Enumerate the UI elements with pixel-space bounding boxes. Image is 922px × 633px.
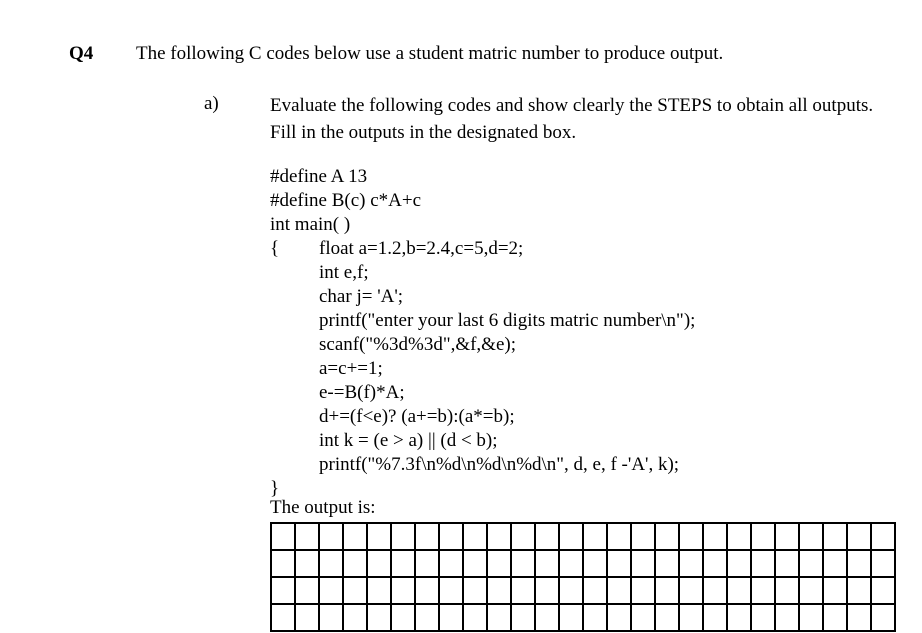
output-grid-cell[interactable] xyxy=(703,577,727,604)
code-text-float-decl: float a=1.2,b=2.4,c=5,d=2; xyxy=(319,238,524,259)
output-grid-cell[interactable] xyxy=(295,550,319,577)
output-grid-cell[interactable] xyxy=(319,577,343,604)
code-block xyxy=(270,165,695,501)
code-text-scanf: scanf("%3d%3d",&f,&e); xyxy=(319,334,517,355)
code-text-int-k: int k = (e > a) || (d < b); xyxy=(319,430,498,451)
output-grid-cell[interactable] xyxy=(607,577,631,604)
code-line-int-decl xyxy=(270,261,695,285)
output-grid-cell[interactable] xyxy=(727,523,751,550)
output-grid-cell[interactable] xyxy=(391,550,415,577)
code-line-define-b: #define B(c) c*A+c xyxy=(270,190,422,211)
output-grid-row xyxy=(271,550,895,577)
code-line-int-k xyxy=(270,429,695,453)
output-grid-row xyxy=(271,523,895,550)
output-grid-cell[interactable] xyxy=(631,604,655,631)
output-grid-cell[interactable] xyxy=(751,523,775,550)
output-grid-cell[interactable] xyxy=(727,604,751,631)
output-grid-row xyxy=(271,604,895,631)
output-grid-cell[interactable] xyxy=(511,523,535,550)
output-grid-cell[interactable] xyxy=(655,550,679,577)
output-grid-cell[interactable] xyxy=(607,523,631,550)
output-grid-cell[interactable] xyxy=(871,577,895,604)
output-grid-cell[interactable] xyxy=(367,550,391,577)
output-grid-cell[interactable] xyxy=(463,550,487,577)
output-grid-cell[interactable] xyxy=(487,577,511,604)
output-grid-cell[interactable] xyxy=(487,604,511,631)
output-grid-cell[interactable] xyxy=(799,523,823,550)
output-grid-cell[interactable] xyxy=(751,577,775,604)
output-grid-cell[interactable] xyxy=(583,523,607,550)
output-grid-cell[interactable] xyxy=(463,523,487,550)
output-grid-cell[interactable] xyxy=(535,523,559,550)
output-grid-cell[interactable] xyxy=(775,577,799,604)
output-grid-cell[interactable] xyxy=(607,604,631,631)
output-grid-cell[interactable] xyxy=(559,550,583,577)
output-grid-cell[interactable] xyxy=(487,523,511,550)
output-grid-cell[interactable] xyxy=(535,604,559,631)
output-grid-cell[interactable] xyxy=(871,604,895,631)
code-text-printf-prompt: printf("enter your last 6 digits matric number\n"); xyxy=(319,310,696,331)
output-grid-cell[interactable] xyxy=(655,523,679,550)
code-line-assign-e xyxy=(270,381,695,405)
output-grid-cell[interactable] xyxy=(847,523,871,550)
code-text-printf-output: printf("%7.3f\n%d\n%d\n%d\n", d, e, f -'A', k); xyxy=(319,454,680,475)
output-grid-cell[interactable] xyxy=(271,550,295,577)
output-grid-cell[interactable] xyxy=(775,523,799,550)
question-text: The following C codes below use a student matric number to produce output. xyxy=(136,43,724,64)
output-grid-cell[interactable] xyxy=(343,604,367,631)
output-grid-cell[interactable] xyxy=(631,550,655,577)
output-grid-cell[interactable] xyxy=(703,523,727,550)
output-grid-cell[interactable] xyxy=(391,523,415,550)
output-grid-cell[interactable] xyxy=(415,577,439,604)
code-text-char-decl: char j= 'A'; xyxy=(319,286,404,307)
output-grid-cell[interactable] xyxy=(487,550,511,577)
output-grid-cell[interactable] xyxy=(415,523,439,550)
output-grid-cell[interactable] xyxy=(871,550,895,577)
code-line-define-a: #define A 13 xyxy=(270,166,368,187)
output-grid-cell[interactable] xyxy=(559,523,583,550)
output-grid-cell[interactable] xyxy=(679,523,703,550)
code-line-main: int main( ) xyxy=(270,214,351,235)
output-grid-cell[interactable] xyxy=(799,577,823,604)
output-grid-cell[interactable] xyxy=(607,550,631,577)
output-grid-cell[interactable] xyxy=(511,604,535,631)
output-grid-cell[interactable] xyxy=(439,577,463,604)
code-line-float-decl xyxy=(270,237,695,261)
output-grid-cell[interactable] xyxy=(367,523,391,550)
output-grid-cell[interactable] xyxy=(823,523,847,550)
output-grid-cell[interactable] xyxy=(775,550,799,577)
output-grid-cell[interactable] xyxy=(415,604,439,631)
output-grid-row xyxy=(271,577,895,604)
output-grid-cell[interactable] xyxy=(439,604,463,631)
output-grid-cell[interactable] xyxy=(631,577,655,604)
output-grid-cell[interactable] xyxy=(655,604,679,631)
output-grid-cell[interactable] xyxy=(367,604,391,631)
output-grid-cell[interactable] xyxy=(775,604,799,631)
output-grid-cell[interactable] xyxy=(703,604,727,631)
output-grid-cell[interactable] xyxy=(847,604,871,631)
output-grid-cell[interactable] xyxy=(319,550,343,577)
output-grid-cell[interactable] xyxy=(391,577,415,604)
output-grid-cell[interactable] xyxy=(343,577,367,604)
output-grid-cell[interactable] xyxy=(559,604,583,631)
output-grid-cell[interactable] xyxy=(655,577,679,604)
output-grid-cell[interactable] xyxy=(679,550,703,577)
output-grid-cell[interactable] xyxy=(583,577,607,604)
output-grid-cell[interactable] xyxy=(799,550,823,577)
open-brace: { xyxy=(270,238,280,259)
output-grid-cell[interactable] xyxy=(847,577,871,604)
output-grid-cell[interactable] xyxy=(271,523,295,550)
output-grid-cell[interactable] xyxy=(679,604,703,631)
part-instructions: Evaluate the following codes and show clearly the STEPS to obtain all outputs. Fill in the outputs in the designated box. xyxy=(270,95,874,143)
code-text-assign-e: e-=B(f)*A; xyxy=(319,382,405,403)
output-grid-cell[interactable] xyxy=(679,577,703,604)
output-label: The output is: xyxy=(270,497,376,518)
output-grid-cell[interactable] xyxy=(511,577,535,604)
code-line-char-decl xyxy=(270,285,695,309)
output-grid-cell[interactable] xyxy=(823,604,847,631)
output-grid-cell[interactable] xyxy=(727,550,751,577)
code-text-assign-a: a=c+=1; xyxy=(319,358,383,379)
output-grid-cell[interactable] xyxy=(391,604,415,631)
output-grid-cell[interactable] xyxy=(415,550,439,577)
code-line-printf-output xyxy=(270,453,695,477)
output-grid-cell[interactable] xyxy=(583,604,607,631)
output-grid-cell[interactable] xyxy=(463,604,487,631)
output-grid-cell[interactable] xyxy=(583,550,607,577)
output-grid-cell[interactable] xyxy=(439,550,463,577)
output-grid-cell[interactable] xyxy=(295,577,319,604)
output-grid-cell[interactable] xyxy=(631,523,655,550)
output-grid-cell[interactable] xyxy=(295,523,319,550)
output-grid-cell[interactable] xyxy=(823,550,847,577)
output-grid-cell[interactable] xyxy=(535,577,559,604)
output-grid-cell[interactable] xyxy=(823,577,847,604)
code-text-assign-d: d+=(f<e)? (a+=b):(a*=b); xyxy=(319,406,515,427)
code-line-assign-d xyxy=(270,405,695,429)
output-grid-cell[interactable] xyxy=(439,523,463,550)
output-grid-cell[interactable] xyxy=(751,604,775,631)
output-grid-cell[interactable] xyxy=(367,577,391,604)
output-grid-cell[interactable] xyxy=(535,550,559,577)
code-line-scanf xyxy=(270,333,695,357)
output-answer-grid xyxy=(270,522,896,632)
output-grid-cell[interactable] xyxy=(319,604,343,631)
output-grid-cell[interactable] xyxy=(271,577,295,604)
output-grid-cell[interactable] xyxy=(319,523,343,550)
output-grid-cell[interactable] xyxy=(343,550,367,577)
output-grid-cell[interactable] xyxy=(343,523,367,550)
question-number: Q4 xyxy=(69,43,94,64)
output-grid-cell[interactable] xyxy=(871,523,895,550)
output-grid-cell[interactable] xyxy=(703,550,727,577)
output-grid-cell[interactable] xyxy=(295,604,319,631)
code-line-printf-prompt xyxy=(270,309,695,333)
output-grid-cell[interactable] xyxy=(559,577,583,604)
code-line-assign-a xyxy=(270,357,695,381)
part-label: a) xyxy=(204,93,219,114)
output-grid-cell[interactable] xyxy=(799,604,823,631)
output-grid-cell[interactable] xyxy=(271,604,295,631)
output-grid-cell[interactable] xyxy=(727,577,751,604)
output-grid-cell[interactable] xyxy=(463,577,487,604)
output-grid-cell[interactable] xyxy=(511,550,535,577)
code-text-int-decl: int e,f; xyxy=(319,262,369,283)
output-grid-cell[interactable] xyxy=(847,550,871,577)
close-brace: } xyxy=(270,478,280,499)
output-grid-cell[interactable] xyxy=(751,550,775,577)
